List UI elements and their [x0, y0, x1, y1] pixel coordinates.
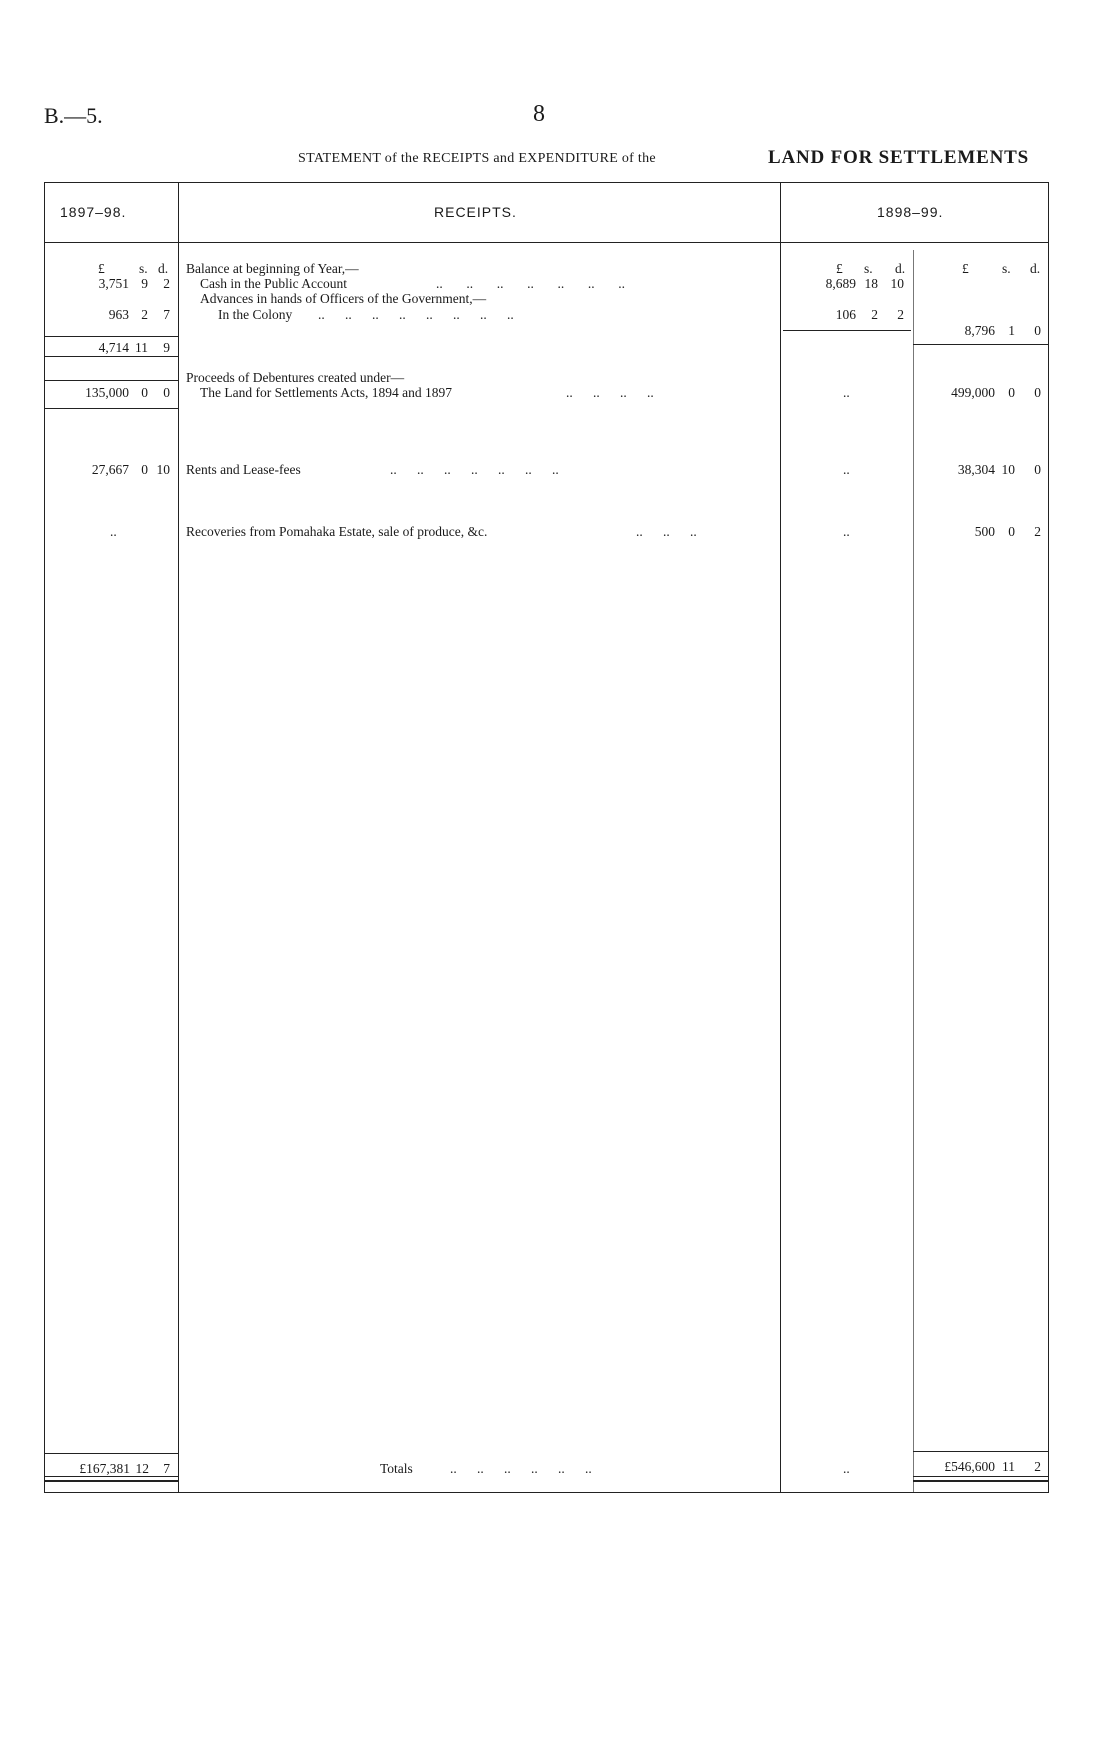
- rents-right-shillings: 10: [1001, 462, 1015, 477]
- debentures-left-shillings: 0: [141, 385, 148, 400]
- debentures-right-pounds: 499,000: [951, 385, 995, 400]
- colony-mid-pounds: 106: [835, 307, 856, 322]
- cash-mid-pence: 10: [890, 276, 904, 291]
- header-year-1898: 1898–99.: [877, 204, 944, 220]
- right-totals-rule-1: [913, 1476, 1048, 1477]
- rents-left-pence: 10: [156, 462, 170, 477]
- right-pound-head: £: [962, 261, 969, 276]
- page-number: 8: [533, 101, 545, 127]
- mid-subtotal-rule: [783, 330, 911, 331]
- totals-right-pence: 2: [1034, 1459, 1041, 1474]
- totals-right-pounds: £546,600: [944, 1459, 995, 1474]
- balance-total-right-pounds: 8,796: [964, 323, 995, 338]
- recoveries-label: Recoveries from Pomahaka Estate, sale of produce, &c.: [186, 524, 488, 539]
- colony-mid-shillings: 2: [871, 307, 878, 322]
- col-divider-2: [780, 182, 781, 1492]
- table-top-rule: [44, 182, 1049, 183]
- mid-pound-head: £: [836, 261, 843, 276]
- col-divider-3: [913, 250, 914, 1492]
- colony-label: In the Colony: [218, 307, 293, 322]
- totals-right-shillings: 11: [1002, 1459, 1015, 1474]
- document-reference: B.—5.: [44, 103, 103, 128]
- left-debenture-rule-top: [44, 380, 178, 381]
- left-debenture-rule-bottom: [44, 408, 178, 409]
- statement-title-emphasis: LAND FOR SETTLEMENTS: [768, 147, 1029, 168]
- header-year-1897: 1897–98.: [60, 204, 127, 220]
- recoveries-right-pounds: 500: [974, 524, 995, 539]
- header-bottom-rule: [44, 242, 1049, 243]
- right-pence-head: d.: [1030, 261, 1041, 276]
- balance-total-left-pence: 9: [163, 340, 170, 355]
- debentures-right-pence: 0: [1034, 385, 1041, 400]
- table-bottom-rule: [44, 1492, 1049, 1493]
- rents-right-pence: 0: [1034, 462, 1041, 477]
- right-totals-rule-2: [913, 1480, 1048, 1482]
- mid-shilling-head: s.: [864, 261, 873, 276]
- left-shilling-head: s.: [139, 261, 148, 276]
- right-border: [1048, 182, 1049, 1492]
- left-totals-rule-top: [44, 1453, 178, 1454]
- cash-mid-pounds: 8,689: [825, 276, 856, 291]
- balance-total-left-shillings: 11: [135, 340, 148, 355]
- totals-mid-value: ..: [843, 1461, 850, 1476]
- balance-heading: Balance at beginning of Year,—: [186, 261, 359, 276]
- balance-total-right-pence: 0: [1034, 323, 1041, 338]
- debentures-label: The Land for Settlements Acts, 1894 and 1897: [200, 385, 452, 400]
- totals-label: Totals: [380, 1461, 413, 1476]
- left-subtotal-rule-top: [44, 336, 178, 337]
- recoveries-left-value: ..: [110, 524, 117, 539]
- colony-leader-dots: .. .. .. .. .. .. .. ..: [318, 307, 514, 322]
- recoveries-right-shillings: 0: [1008, 524, 1015, 539]
- debentures-left-pounds: 135,000: [85, 385, 129, 400]
- right-subtotal-rule: [913, 344, 1048, 345]
- colony-left-pence: 7: [163, 307, 170, 322]
- cash-label: Cash in the Public Account: [200, 276, 347, 291]
- col-divider-1: [178, 182, 179, 1492]
- left-totals-rule-2: [44, 1480, 178, 1482]
- left-pound-head: £: [98, 261, 105, 276]
- cash-left-shillings: 9: [141, 276, 148, 291]
- cash-left-pence: 2: [163, 276, 170, 291]
- cash-leader-dots: .. .. .. .. .. .. ..: [436, 276, 625, 291]
- debentures-heading: Proceeds of Debentures created under—: [186, 370, 405, 385]
- left-pence-head: d.: [158, 261, 169, 276]
- rents-left-shillings: 0: [141, 462, 148, 477]
- debentures-right-shillings: 0: [1008, 385, 1015, 400]
- rents-mid-value: ..: [843, 462, 850, 477]
- balance-total-left-pounds: 4,714: [98, 340, 129, 355]
- cash-mid-shillings: 18: [864, 276, 878, 291]
- rents-leader-dots: .. .. .. .. .. .. ..: [390, 462, 559, 477]
- colony-mid-pence: 2: [897, 307, 904, 322]
- rents-right-pounds: 38,304: [957, 462, 995, 477]
- recoveries-leader-dots: .. .. ..: [636, 524, 697, 539]
- advances-label: Advances in hands of Officers of the Government,—: [200, 291, 487, 306]
- balance-total-right-shillings: 1: [1008, 323, 1015, 338]
- debentures-mid-value: ..: [843, 385, 850, 400]
- right-totals-rule-top: [913, 1451, 1048, 1452]
- debentures-left-pence: 0: [163, 385, 170, 400]
- mid-pence-head: d.: [895, 261, 906, 276]
- left-subtotal-rule-bottom: [44, 356, 178, 357]
- rents-label: Rents and Lease-fees: [186, 462, 301, 477]
- recoveries-mid-value: ..: [843, 524, 850, 539]
- recoveries-right-pence: 2: [1034, 524, 1041, 539]
- colony-left-shillings: 2: [141, 307, 148, 322]
- statement-title: STATEMENT of the RECEIPTS and EXPENDITURE of the: [298, 151, 656, 166]
- totals-left-pence: 7: [163, 1461, 170, 1476]
- header-receipts: RECEIPTS.: [434, 204, 517, 220]
- totals-left-pounds: £167,381: [79, 1461, 130, 1476]
- colony-left-pounds: 963: [108, 307, 129, 322]
- debentures-leader-dots: .. .. .. ..: [566, 385, 654, 400]
- totals-leader-dots: .. .. .. .. .. ..: [450, 1461, 592, 1476]
- rents-left-pounds: 27,667: [91, 462, 129, 477]
- cash-left-pounds: 3,751: [98, 276, 129, 291]
- right-shilling-head: s.: [1002, 261, 1011, 276]
- totals-left-shillings: 12: [135, 1461, 149, 1476]
- left-border: [44, 182, 45, 1492]
